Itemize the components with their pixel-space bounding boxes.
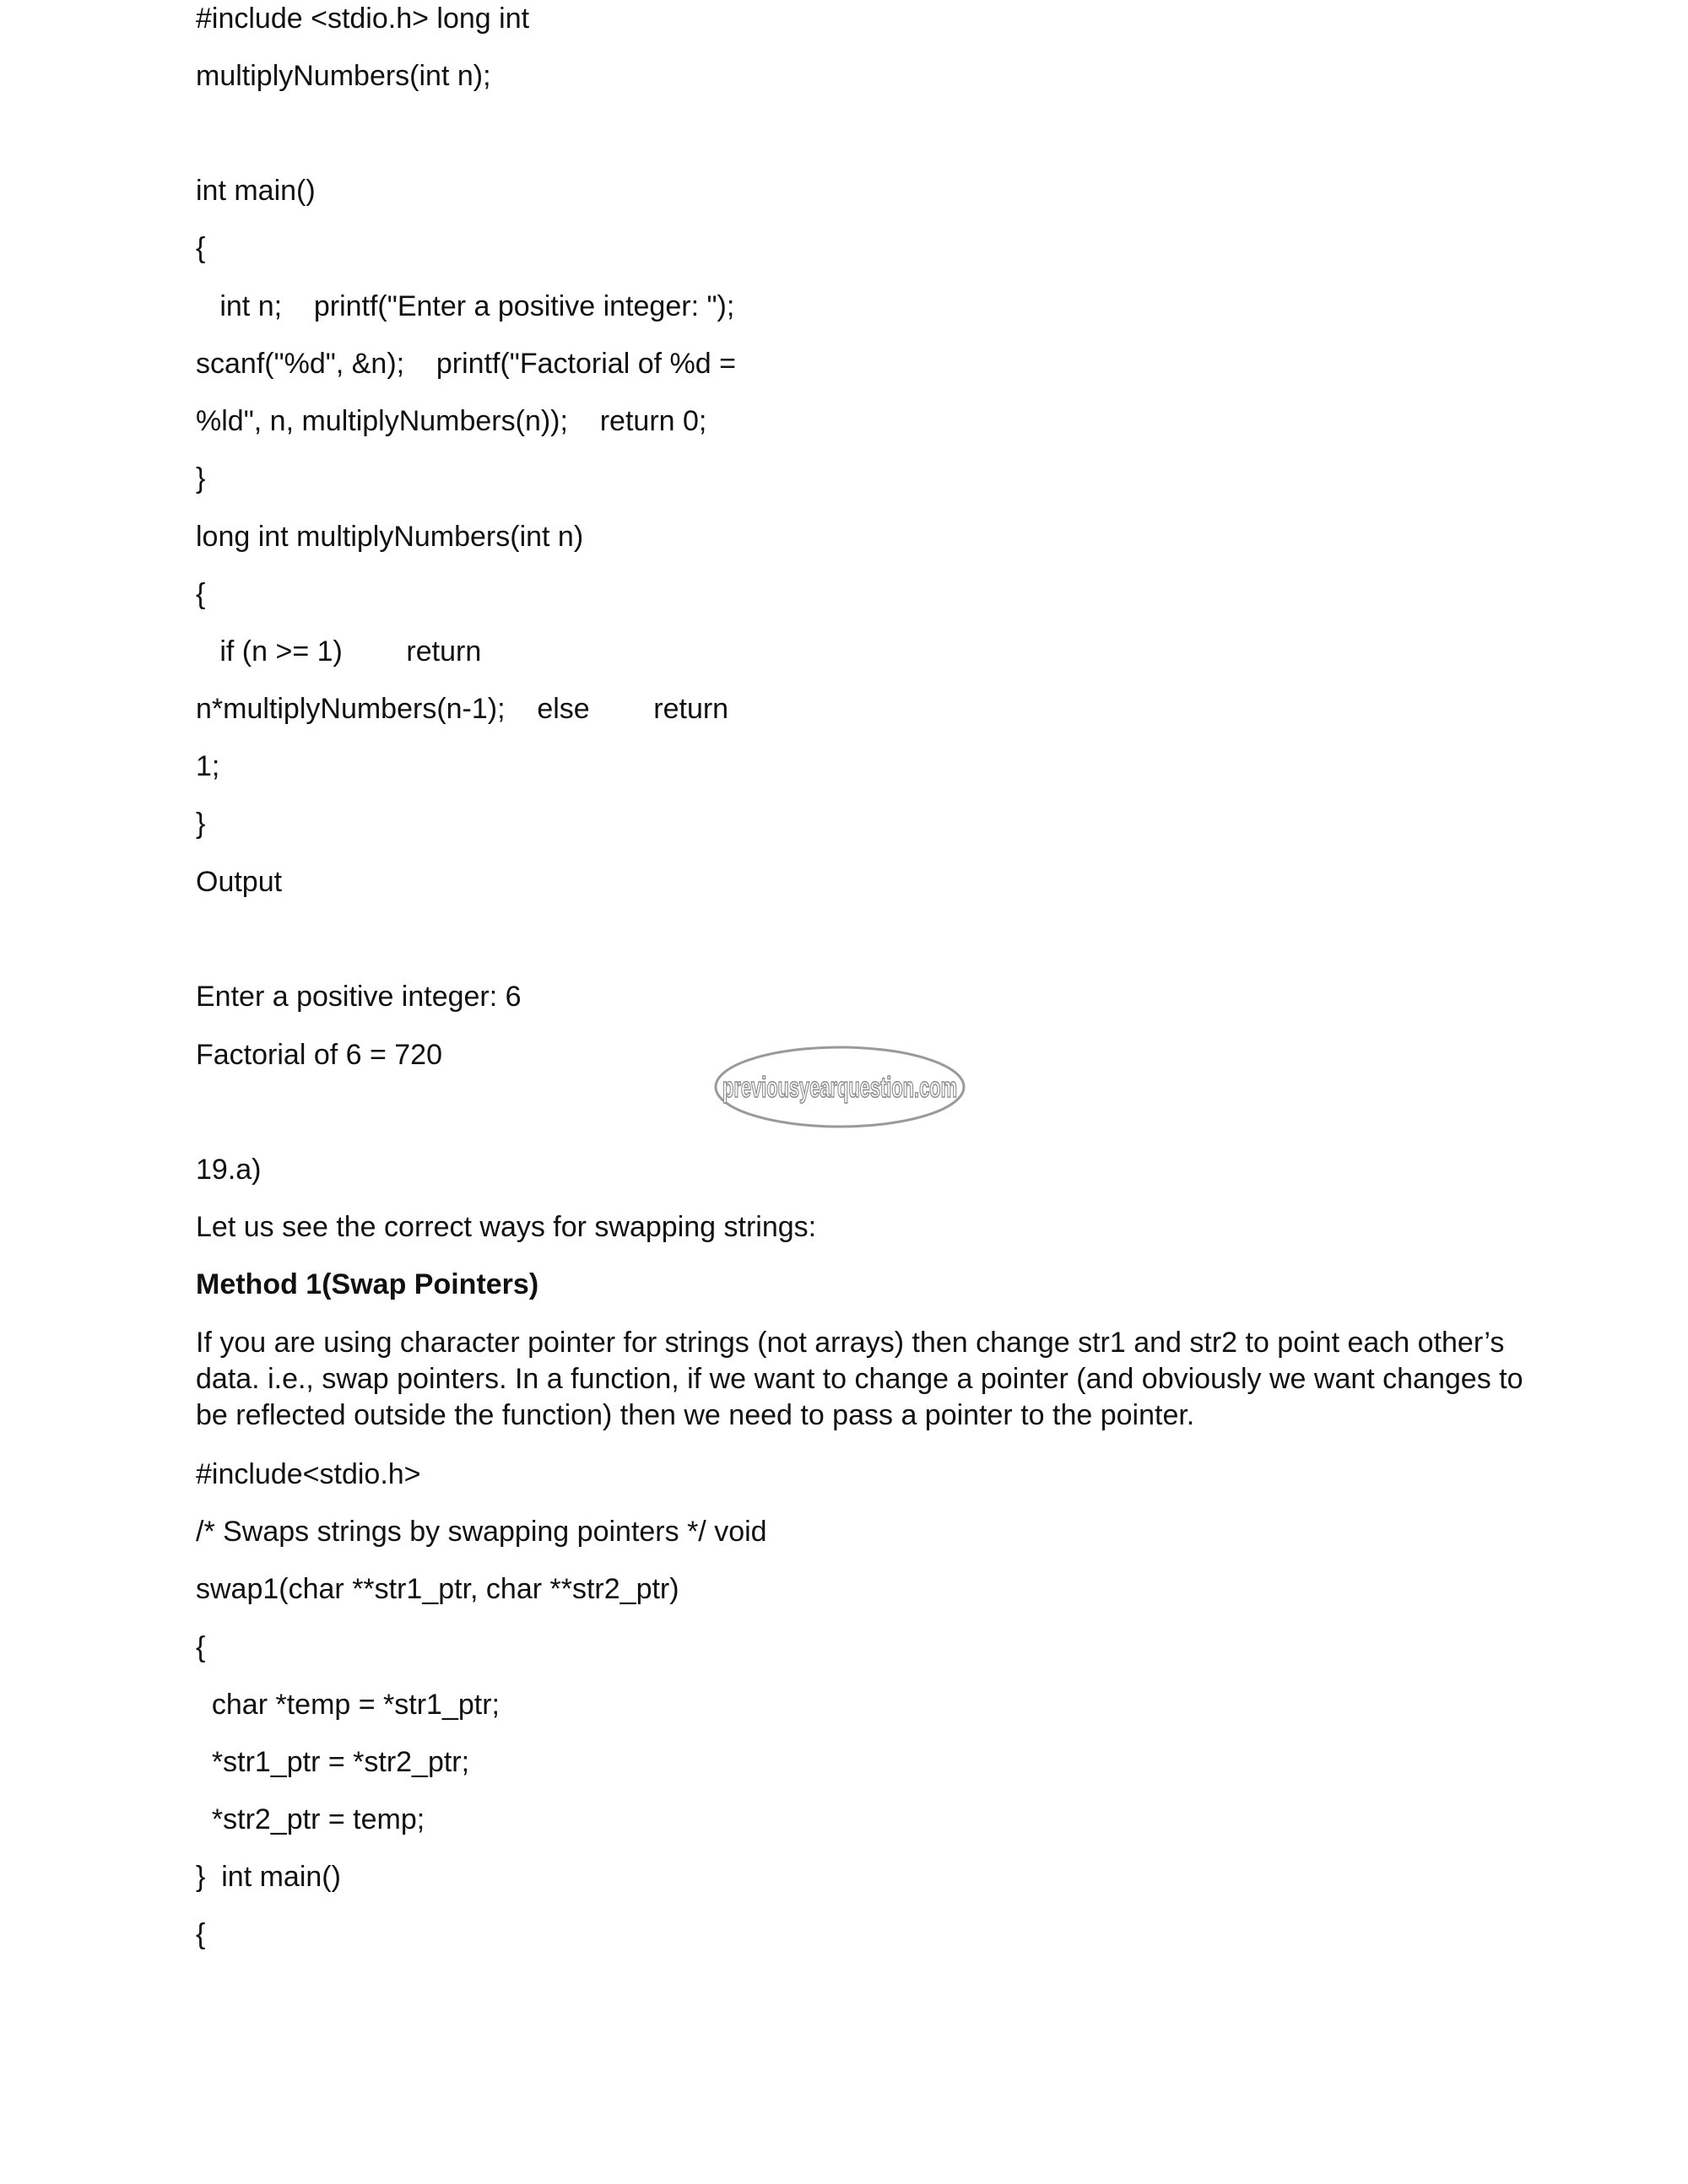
code-line: } <box>196 462 206 495</box>
code-line: /* Swaps strings by swapping pointers */ void <box>196 1516 767 1548</box>
output-line: Factorial of 6 = 720 <box>196 1039 443 1071</box>
description-line: be reflected outside the function) then we need to pass a pointer to the pointer. <box>196 1399 1195 1431</box>
code-line: char *temp = *str1_ptr; <box>196 1689 500 1721</box>
watermark-logo <box>713 1045 966 1129</box>
code-line: { <box>196 578 206 610</box>
description-line: data. i.e., swap pointers. In a function, if we want to change a pointer (and obviously we want changes to <box>196 1363 1523 1395</box>
code-line: { <box>196 232 206 264</box>
code-line: int n; printf("Enter a positive integer: "); <box>196 290 735 322</box>
code-line: swap1(char **str1_ptr, char **str2_ptr) <box>196 1573 679 1605</box>
method-description <box>196 1325 1523 1434</box>
intro-text: Let us see the correct ways for swapping strings: <box>196 1211 817 1243</box>
method-heading: Method 1(Swap Pointers) <box>196 1268 539 1300</box>
code-line: #include<stdio.h> <box>196 1458 421 1490</box>
code-line: } int main() <box>196 1861 341 1893</box>
code-line: *str1_ptr = *str2_ptr; <box>196 1746 470 1778</box>
code-line: int main() <box>196 175 316 207</box>
code-line: { <box>196 1631 206 1663</box>
code-line: %ld", n, multiplyNumbers(n)); return 0; <box>196 405 707 437</box>
question-number: 19.a) <box>196 1154 262 1186</box>
description-line: If you are using character pointer for strings (not arrays) then change str1 and str2 to point each other’s <box>196 1327 1505 1359</box>
code-line: long int multiplyNumbers(int n) <box>196 521 584 553</box>
code-line: multiplyNumbers(int n); <box>196 60 491 92</box>
code-line: n*multiplyNumbers(n-1); else return <box>196 693 729 725</box>
code-line: 1; <box>196 750 220 782</box>
output-line: Enter a positive integer: 6 <box>196 981 522 1013</box>
code-line: *str2_ptr = temp; <box>196 1803 425 1835</box>
output-heading: Output <box>196 866 283 898</box>
code-line: #include <stdio.h> long int <box>196 3 530 35</box>
code-line: { <box>196 1918 206 1950</box>
code-line: if (n >= 1) return <box>196 635 482 668</box>
code-line: } <box>196 808 206 840</box>
svg-text:previousyearquestion.com: previousyearquestion.com <box>722 1072 957 1104</box>
code-line: scanf("%d", &n); printf("Factorial of %d = <box>196 348 736 380</box>
